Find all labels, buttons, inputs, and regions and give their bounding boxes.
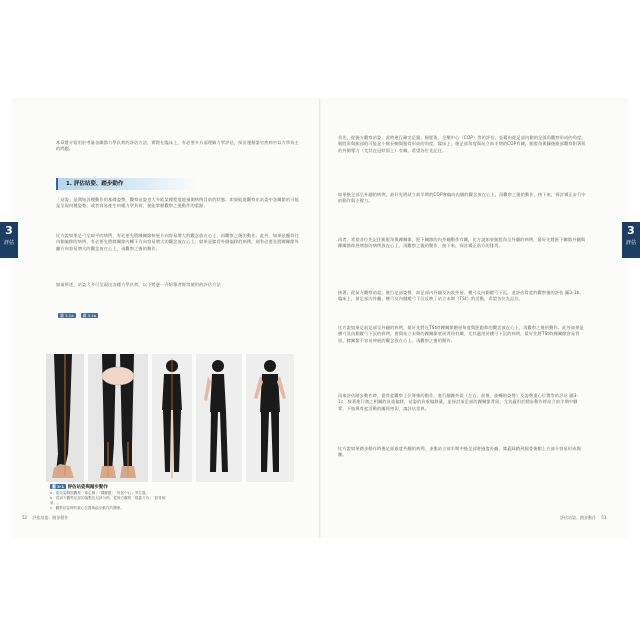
body-paragraph: 比方說如果足弓呈扁平的病例，有必要先將踝關節伸展方向容易增大的觀念放在心上，再觀察之後的動作。此外，如果是髖骨往內側偏移的病例，有必要先將膝關節內轉下方向容易增大的觀念放在心上；如果是膝骨外側偏移的病例，則有必要先將踝關節外翻方向容易增大的觀念放在心上，再觀察之後的動作。 bbox=[56, 233, 299, 251]
figure-caption-line: a：從站姿側面觀察「重心線」「踝關節」「骨盆中心」等位置。 bbox=[50, 491, 150, 495]
photo-legs-back bbox=[88, 354, 148, 482]
figure-caption-title: 評估站姿與踏步動作 bbox=[67, 485, 109, 490]
chapter-number: 3 bbox=[5, 224, 13, 237]
body-paragraph: 比方說如果踏步動作時後足部過度外翻的病例，步態站立前半期中後足部會過度外翻，膝蓋踩踏到腿骨後側上方部分容易形成與踝。 bbox=[338, 446, 581, 458]
running-head: 評估站姿、踏步動作 bbox=[560, 515, 596, 520]
body-paragraph: 接著，從前方觀察站姿，進行足部姿勢、前足部內外翻及內收外展、橫弓及內側縱弓下沉，並評估骨盆的觀察後的評估 圖3-1b，臨床上，前足部內外翻、橫弓及內側縱弓下沉反映了站立末期（TSt）的活動，希望各位先記住。 bbox=[338, 290, 584, 302]
intro-paragraph: 本章將介紹用於考量各關節力學負荷的評估方法，實際在臨床上，有必要多方面理解力學評估，探討運動器官疾病中以力學為主的問題。 bbox=[56, 140, 299, 152]
chapter-tab-right bbox=[622, 222, 640, 258]
body-paragraph: 比方說如果足前足部呈外翻的病例，最好先將在TSt時踝關節蹠屈角度與距跟仰的觀念放在心上，再觀察之後的動作。此外如果是橫弓及內側縱弓下沉的病例，會與站立末期的踝關節底屈背屈有關，尤其適用於橫弓下沉的病例，最好先將TSt時踝關節容易背屈，膝關節不容易伸展的觀念放在心上，再觀察之後的動作。 bbox=[338, 325, 584, 343]
photo-standing-front bbox=[246, 354, 294, 482]
chapter-label: 評估 bbox=[3, 240, 14, 246]
figure-refs bbox=[58, 302, 98, 321]
figure-ref-badge: 圖 3-1 bbox=[52, 484, 64, 489]
photo-leg-side bbox=[46, 354, 84, 482]
body-paragraph: 如前所述，站姿大多可呈現出各種力學負荷，以下將逐一介紹筆者經常使用的評估方法 bbox=[56, 282, 221, 287]
page-number: 52 bbox=[22, 515, 28, 520]
body-paragraph: 首先，從後方觀察站姿，此時進行確定足跟、腿脛角、足壓中心（COP）等的評估。並藉由從足部內側的足弧角觀察形成的角度，腿脛角與腿部的可能是小腿長軸與跟骨形成的角度，臨床上，後足部角度與站立前半期的COP有關，腿脛角與腳後跟部觀察附著肌的外側導力（尤其在冠狀面上）有關，希望各位先記住。 bbox=[338, 135, 586, 153]
chapter-number: 3 bbox=[627, 224, 635, 237]
body-paragraph: 「站姿」是開始各種動作的基礎姿勢，觀察站姿也大多能某種程度地預測病例目前的狀態。如果能從觀察出站姿中各關節的可能是呈現何種姿勢，或者容易產生何種力學負荷，便能掌握觀察之後動作的重點。 bbox=[56, 197, 299, 209]
chapter-tab-left bbox=[0, 222, 18, 258]
running-head: 評估站姿、踏步動作 bbox=[32, 515, 69, 520]
photo-standing-back bbox=[152, 354, 192, 482]
body-paragraph: 再者，希望各位先記住腿脛角與踝關節，距下關節的內外翻動作有關，比方說如果腿脛角呈外翻的病例，最好先將距下關節外翻與踝關節伸展增加的病例放在心上，再觀察之後的動作，接下來，探討矯正前方的排列。 bbox=[338, 237, 586, 249]
body-paragraph: 再來評估踏步動作時，從骨盆觀察上位脊椎的動作，進行腳踝外旋（左右、前後、旋轉的姿勢）及姿勢重心位置等的評估 圖3-1c，接著進行踏之相關的負重偏移，站姿的負重偏移量，並探討前足部的踝關節背屈，尤其適用於踏步動作時站立前半期中腳掌，下肢與骨盆活動的關係密切，請評估差異。 bbox=[338, 393, 579, 411]
right-footer bbox=[560, 515, 606, 521]
chapter-label: 評估 bbox=[625, 240, 636, 246]
figure-caption-line: c：觀察站姿時的重心位置與踏步動作的關係。 bbox=[50, 506, 124, 510]
left-footer bbox=[22, 515, 68, 521]
figure-caption bbox=[50, 484, 170, 514]
body-paragraph: 如果後足部呈外翻的病例，最好先將站立前半期的COP會偏向內側的觀念放在心上，再觀察之後的動作，接下來，探討矯正步行中的動作與支撐力。 bbox=[338, 192, 586, 204]
figure-caption-line: b：從前方觀察足部的落點及足跡分佈，從後方觀察「膝蓋方向」「脛骨傾斜」。 bbox=[50, 496, 166, 505]
photo-standing-side bbox=[196, 354, 242, 482]
page-gutter bbox=[319, 98, 321, 538]
section-heading: 1. 評估站姿、踏步動作 bbox=[56, 178, 196, 190]
figure-ref-badge: 圖 3-1b bbox=[82, 313, 97, 318]
figure-ref-badge: 圖 3-1a bbox=[60, 313, 74, 318]
page-number: 53 bbox=[601, 515, 607, 520]
